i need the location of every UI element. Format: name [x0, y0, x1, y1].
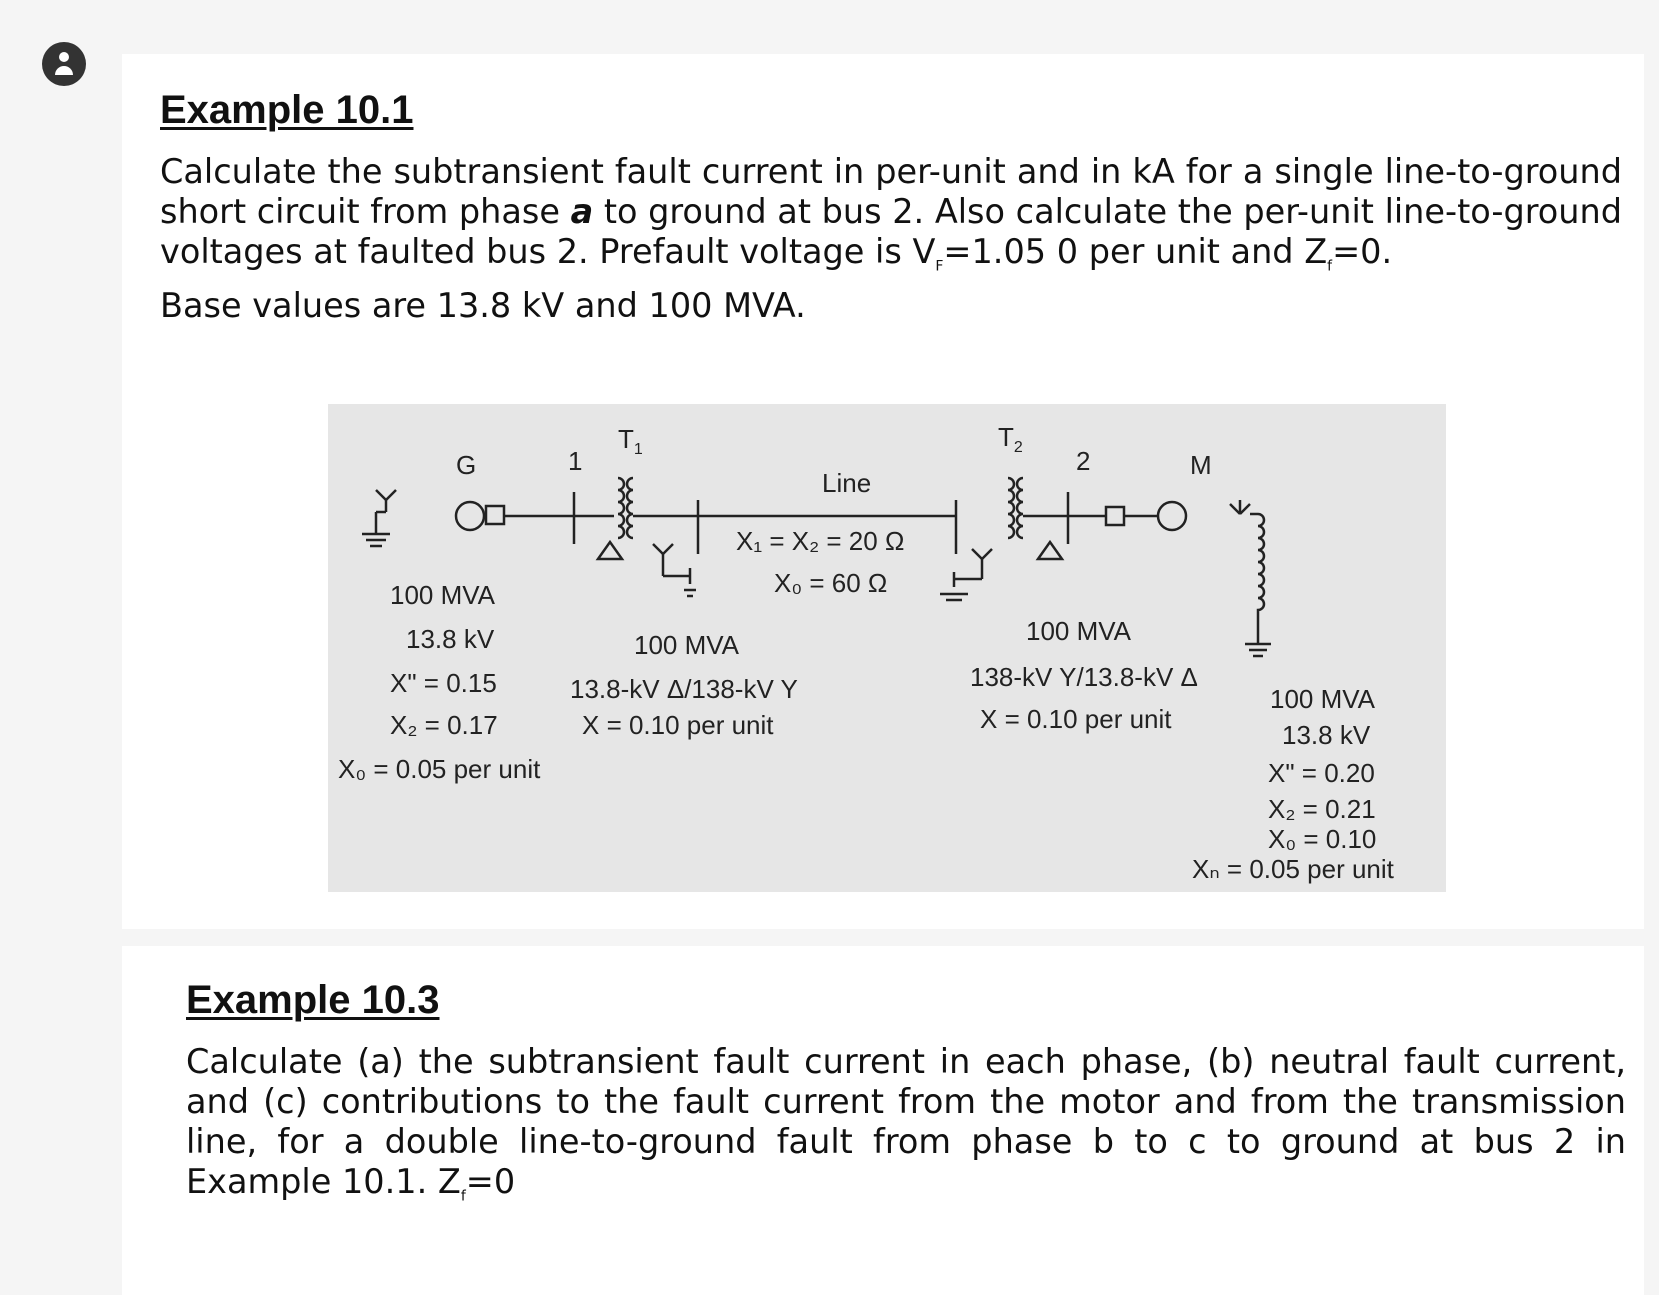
t2-voltage: 138-kV Y/13.8-kV Δ: [970, 662, 1198, 692]
motor-xn: Xₙ = 0.05 per unit: [1192, 854, 1394, 884]
example-10-3-title: Example 10.3: [186, 978, 440, 1022]
motor-x0: X₀ = 0.10: [1268, 824, 1377, 854]
line-x12: X₁ = X₂ = 20 Ω: [736, 526, 905, 556]
base-values-text: Base values are 13.8 kV and 100 MVA.: [160, 286, 806, 325]
t1-reactance: X = 0.10 per unit: [582, 710, 774, 740]
example-10-3-problem: Calculate (a) the subtransient fault current in each phase, (b) neutral fault current, and (c) contributions to the fault current from the motor and from the transmission line, for a double line-to-ground fault from phase b to c to ground at bus 2 in Example 10.1. $Z_f=0$: [186, 1042, 1626, 1205]
t1-voltage: 13.8-kV Δ/138-kV Y: [570, 674, 798, 704]
generator-label: G: [456, 450, 477, 480]
t1-mva: 100 MVA: [634, 630, 740, 660]
motor-x2: X₂ = 0.21: [1268, 794, 1376, 824]
gen-kv: 13.8 kV: [406, 624, 495, 654]
example-10-1-problem: Calculate the subtransient fault current in per-unit and in kA for a single line-to-ground short circuit from phase a to ground at bus 2. Also calculate the per-unit line-to-ground voltages at faulted bus 2. Prefault voltage is $V_F=1.05$ 0 per unit and $Z_f=0$.: [160, 152, 1622, 275]
t1-label: $T_1$: [618, 424, 643, 459]
bus-1-label: 1: [568, 446, 583, 476]
example-10-3-card: [122, 946, 1644, 1295]
motor-mva: 100 MVA: [1270, 684, 1376, 714]
motor-kv: 13.8 kV: [1282, 720, 1371, 750]
gen-mva: 100 MVA: [390, 580, 496, 610]
line-x0: X₀ = 60 Ω: [774, 568, 888, 598]
bus-2-label: 2: [1076, 446, 1091, 476]
t2-label: $T_2$: [998, 422, 1023, 457]
t2-reactance: X = 0.10 per unit: [980, 704, 1172, 734]
example-10-1-title: Example 10.1: [160, 88, 414, 132]
user-avatar-icon[interactable]: [42, 42, 86, 86]
line-label: Line: [822, 468, 872, 498]
motor-x-sub: X" = 0.20: [1268, 758, 1375, 788]
one-line-diagram: [328, 404, 1446, 892]
t2-mva: 100 MVA: [1026, 616, 1132, 646]
motor-label: M: [1190, 450, 1212, 480]
gen-x0: X₀ = 0.05 per unit: [338, 754, 541, 784]
gen-x2: X₂ = 0.17: [390, 710, 498, 740]
gen-x-sub: X" = 0.15: [390, 668, 497, 698]
